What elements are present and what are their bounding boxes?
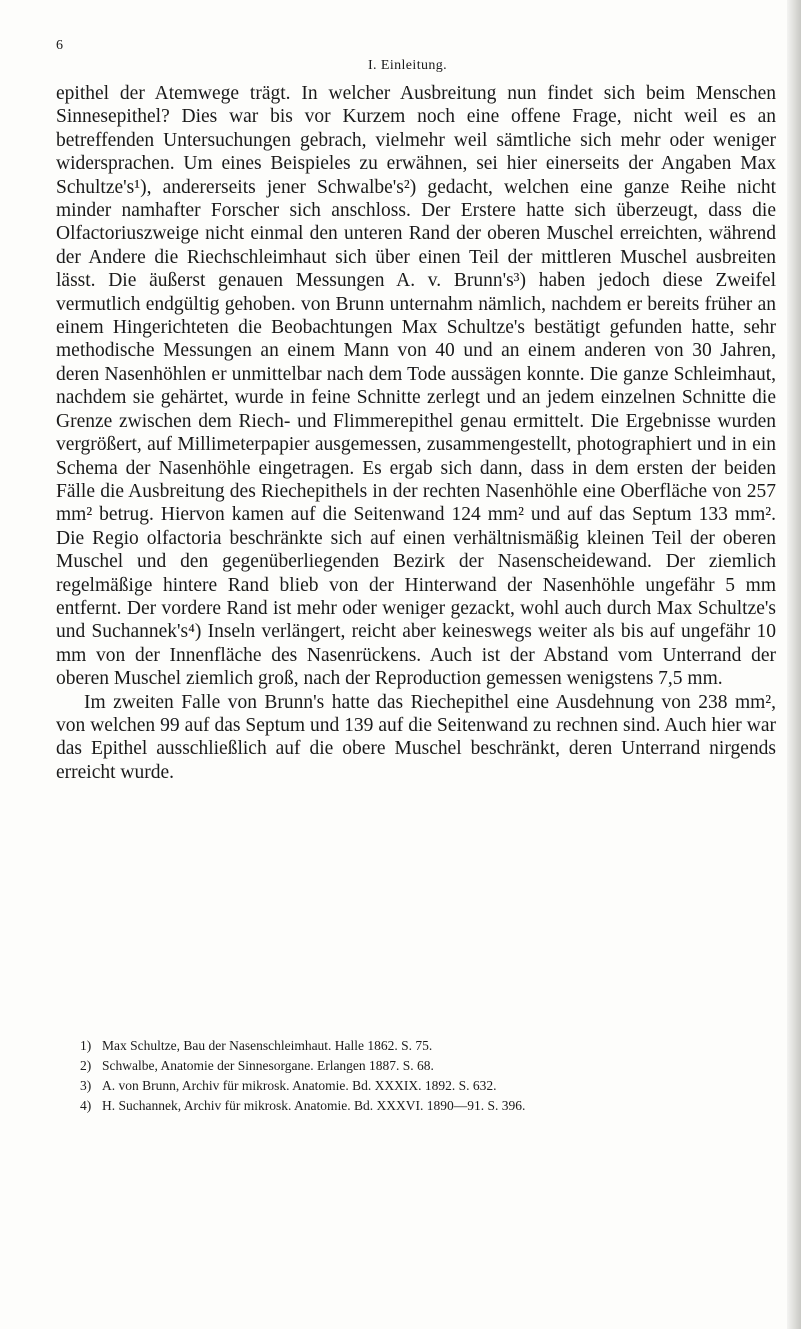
body-text xyxy=(56,82,776,784)
paragraph-2: Im zweiten Falle von Brunn's hatte das Riechepithel eine Ausdehnung von 238 mm², von welchen 99 auf das Septum und 139 auf die Seitenwand zu rechnen sind. Auch hier war das Epithel ausschließlich auf die obere Muschel beschränkt, deren Unterrand nirgends erreicht wurde. xyxy=(56,691,776,783)
footnote-3 xyxy=(80,1076,770,1096)
page-number: 6 xyxy=(56,38,63,53)
footnote-mark: 3) xyxy=(80,1078,92,1093)
footnote-mark: 2) xyxy=(80,1058,92,1073)
footnote-text: Schwalbe, Anatomie der Sinnesorgane. Erlangen 1887. S. 68. xyxy=(102,1058,434,1073)
footnote-text: Max Schultze, Bau der Nasenschleimhaut. Halle 1862. S. 75. xyxy=(102,1038,433,1053)
footnote-2 xyxy=(80,1056,770,1076)
footnote-1 xyxy=(80,1036,770,1056)
footnote-text: A. von Brunn, Archiv für mikrosk. Anatomie. Bd. XXXIX. 1892. S. 632. xyxy=(102,1078,497,1093)
footnote-text: H. Suchannek, Archiv für mikrosk. Anatomie. Bd. XXXVI. 1890—91. S. 396. xyxy=(102,1098,526,1113)
running-title: I. Einleitung. xyxy=(368,58,448,73)
page-edge-shadow xyxy=(787,0,801,1329)
footnotes xyxy=(80,1036,770,1116)
footnote-mark: 4) xyxy=(80,1098,92,1113)
footnote-mark: 1) xyxy=(80,1038,92,1053)
footnote-4 xyxy=(80,1096,770,1116)
paragraph-1: epithel der Atemwege trägt. In welcher Ausbreitung nun findet sich beim Menschen Sinnesepithel? Dies war bis vor Kurzem noch eine offene Frage, nicht weil es an betreffenden Untersuchungen gebrach, vielmehr weil sämtliche sich mehr oder weniger widersprachen. Um eines Beispieles zu erwähnen, sei hier einerseits der Angaben Max Schultze's¹), andererseits jener Schwalbe's²) gedacht, welchen eine ganze Reihe nicht minder namhafter Forscher sich anschloss. Der Erstere hatte sich überzeugt, dass die Olfactoriuszweige nicht einmal den unteren Rand der oberen Muschel erreichten, während der Andere die Riechschleimhaut sich über einen Teil der mittleren Muschel ausbreiten lässt. Die äußerst genauen Messungen A. v. Brunn's³) haben jedoch diese Zweifel vermutlich endgültig gehoben. von Brunn unternahm nämlich, nachdem er bereits früher an einem Hingerichteten die Beobachtungen Max Schultze's bestätigt gefunden hatte, sehr methodische Messungen an einem Mann von 40 und an einem anderen von 30 Jahren, deren Nasenhöhlen er unmittelbar nach dem Tode aussägen konnte. Die ganze Schleimhaut, nachdem sie gehärtet, wurde in feine Schnitte zerlegt und an jedem einzelnen Schnitte die Grenze zwischen dem Riech- und Flimmerepithel genau ermittelt. Die Ergebnisse wurden vergrößert, auf Millimeterpapier ausgemessen, zusammengestellt, photographiert und in ein Schema der Nasenhöhle eingetragen. Es ergab sich dann, dass in dem ersten der beiden Fälle die Ausbreitung des Riechepithels in der rechten Nasenhöhle eine Oberfläche von 257 mm² betrug. Hiervon kamen auf die Seitenwand 124 mm² und auf das Septum 133 mm². Die Regio olfactoria beschränkte sich auf einen verhältnismäßig kleinen Teil der oberen Muschel und den gegenüberliegenden Bezirk der Nasenscheidewand. Der ziemlich regelmäßige hintere Rand blieb von der Hinterwand der Nasenhöhle ungefähr 5 mm entfernt. Der vordere Rand ist mehr oder weniger gezackt, wohl auch durch Max Schultze's und Suchannek's⁴) Inseln verlängert, reicht aber keineswegs weiter als bis auf ungefähr 10 mm von der Innenfläche des Nasenrückens. Auch ist der Abstand vom Unterrand der oberen Muschel ziemlich groß, nach der Reproduction gemessen wenigstens 7,5 mm. xyxy=(56,83,776,690)
